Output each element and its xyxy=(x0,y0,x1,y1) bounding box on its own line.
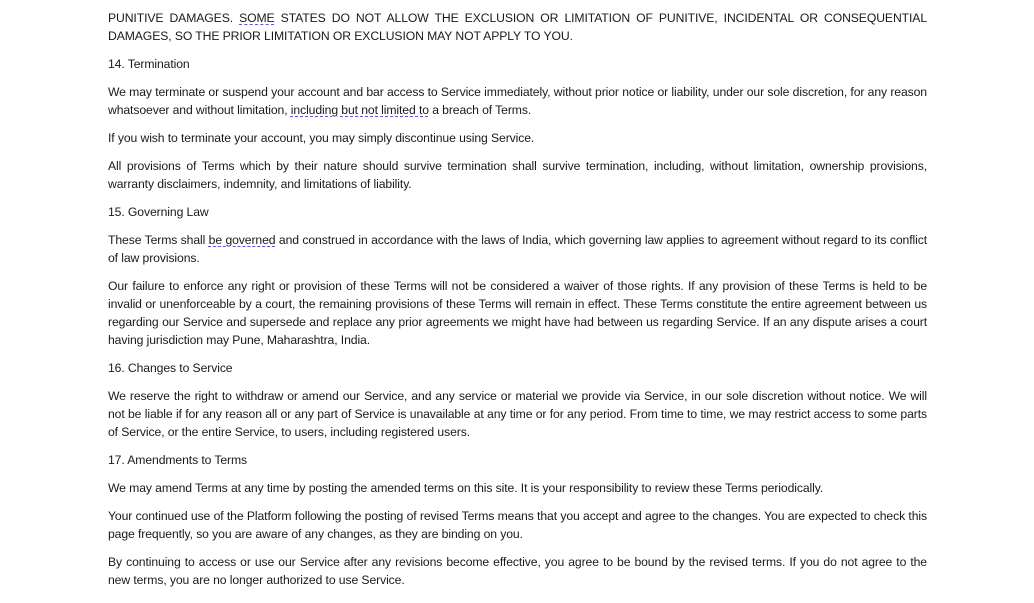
text-segment: We may terminate or suspend your account and bar access to Service immediately, without prior notice or liability, under our sole discretion, for any reason whatsoever and without limitation, xyxy=(108,85,927,117)
text-segment: STATES DO NOT ALLOW THE EXCLUSION OR LIMITATION OF PUNITIVE, INCIDENTAL OR CONSEQUENTIAL DAMAGES, SO THE PRIOR LIMITATION OR EXCLUSION MAY NOT APPLY TO YOU. xyxy=(108,11,927,43)
grammar-flagged-text[interactable]: including but not limited to xyxy=(290,103,429,117)
text-segment: 17. Amendments to Terms xyxy=(108,453,248,467)
text-segment: If you wish to terminate your account, you may simply discontinue using Service. xyxy=(108,131,535,145)
body-paragraph xyxy=(108,479,927,497)
body-paragraph xyxy=(108,277,927,349)
text-segment: All provisions of Terms which by their nature should survive termination shall survive termination, including, without limitation, ownership provisions, warranty disclaimers, indemnity, and limitations of liability. xyxy=(108,159,927,191)
section-heading xyxy=(108,359,927,377)
body-paragraph xyxy=(108,231,927,267)
body-paragraph xyxy=(108,387,927,441)
text-segment: and construed in accordance with the laws of India, which governing law applies to agreement without regard to its conflict of law provisions. xyxy=(108,233,927,265)
body-paragraph xyxy=(108,83,927,119)
body-paragraph xyxy=(108,507,927,543)
text-segment: 14. Termination xyxy=(108,57,190,71)
text-segment: We reserve the right to withdraw or amend our Service, and any service or material we provide via Service, in our sole discretion without notice. We will not be liable if for any reason all or any part of Service is unavailable at any time or for any period. From time to time, we may restrict access to some parts of Service, or the entire Service, to users, including registered users. xyxy=(108,389,927,439)
text-segment: We may amend Terms at any time by posting the amended terms on this site. It is your responsibility to review these Terms periodically. xyxy=(108,481,824,495)
grammar-flagged-text[interactable]: be governed xyxy=(208,233,276,247)
section-heading xyxy=(108,451,927,469)
text-segment: a breach of Terms. xyxy=(428,103,532,117)
grammar-flagged-text[interactable]: SOME xyxy=(239,11,275,25)
body-paragraph xyxy=(108,157,927,193)
section-heading xyxy=(108,55,927,73)
text-segment: By continuing to access or use our Service after any revisions become effective, you agree to be bound by the revised terms. If you do not agree to the new terms, you are no longer authorized to use Service. xyxy=(108,555,927,587)
text-segment: These Terms shall xyxy=(108,233,209,247)
text-segment: PUNITIVE DAMAGES. xyxy=(108,11,240,25)
text-segment: 15. Governing Law xyxy=(108,205,209,219)
section-heading xyxy=(108,203,927,221)
text-segment: 16. Changes to Service xyxy=(108,361,233,375)
text-segment: Our failure to enforce any right or provision of these Terms will not be considered a waiver of those rights. If any provision of these Terms is held to be invalid or unenforceable by a court, the remaining provisions of these Terms will remain in effect. These Terms constitute the entire agreement between us regarding our Service and supersede and replace any prior agreements we might have had between us regarding Service. If an any dispute arises a court having jurisdiction may Pune, Maharashtra, India. xyxy=(108,279,927,347)
body-paragraph xyxy=(108,553,927,589)
body-paragraph xyxy=(108,129,927,147)
document-page xyxy=(108,9,927,599)
body-paragraph xyxy=(108,9,927,45)
text-segment: Your continued use of the Platform following the posting of revised Terms means that you accept and agree to the changes. You are expected to check this page frequently, so you are aware of any changes, as they are binding on you. xyxy=(108,509,927,541)
